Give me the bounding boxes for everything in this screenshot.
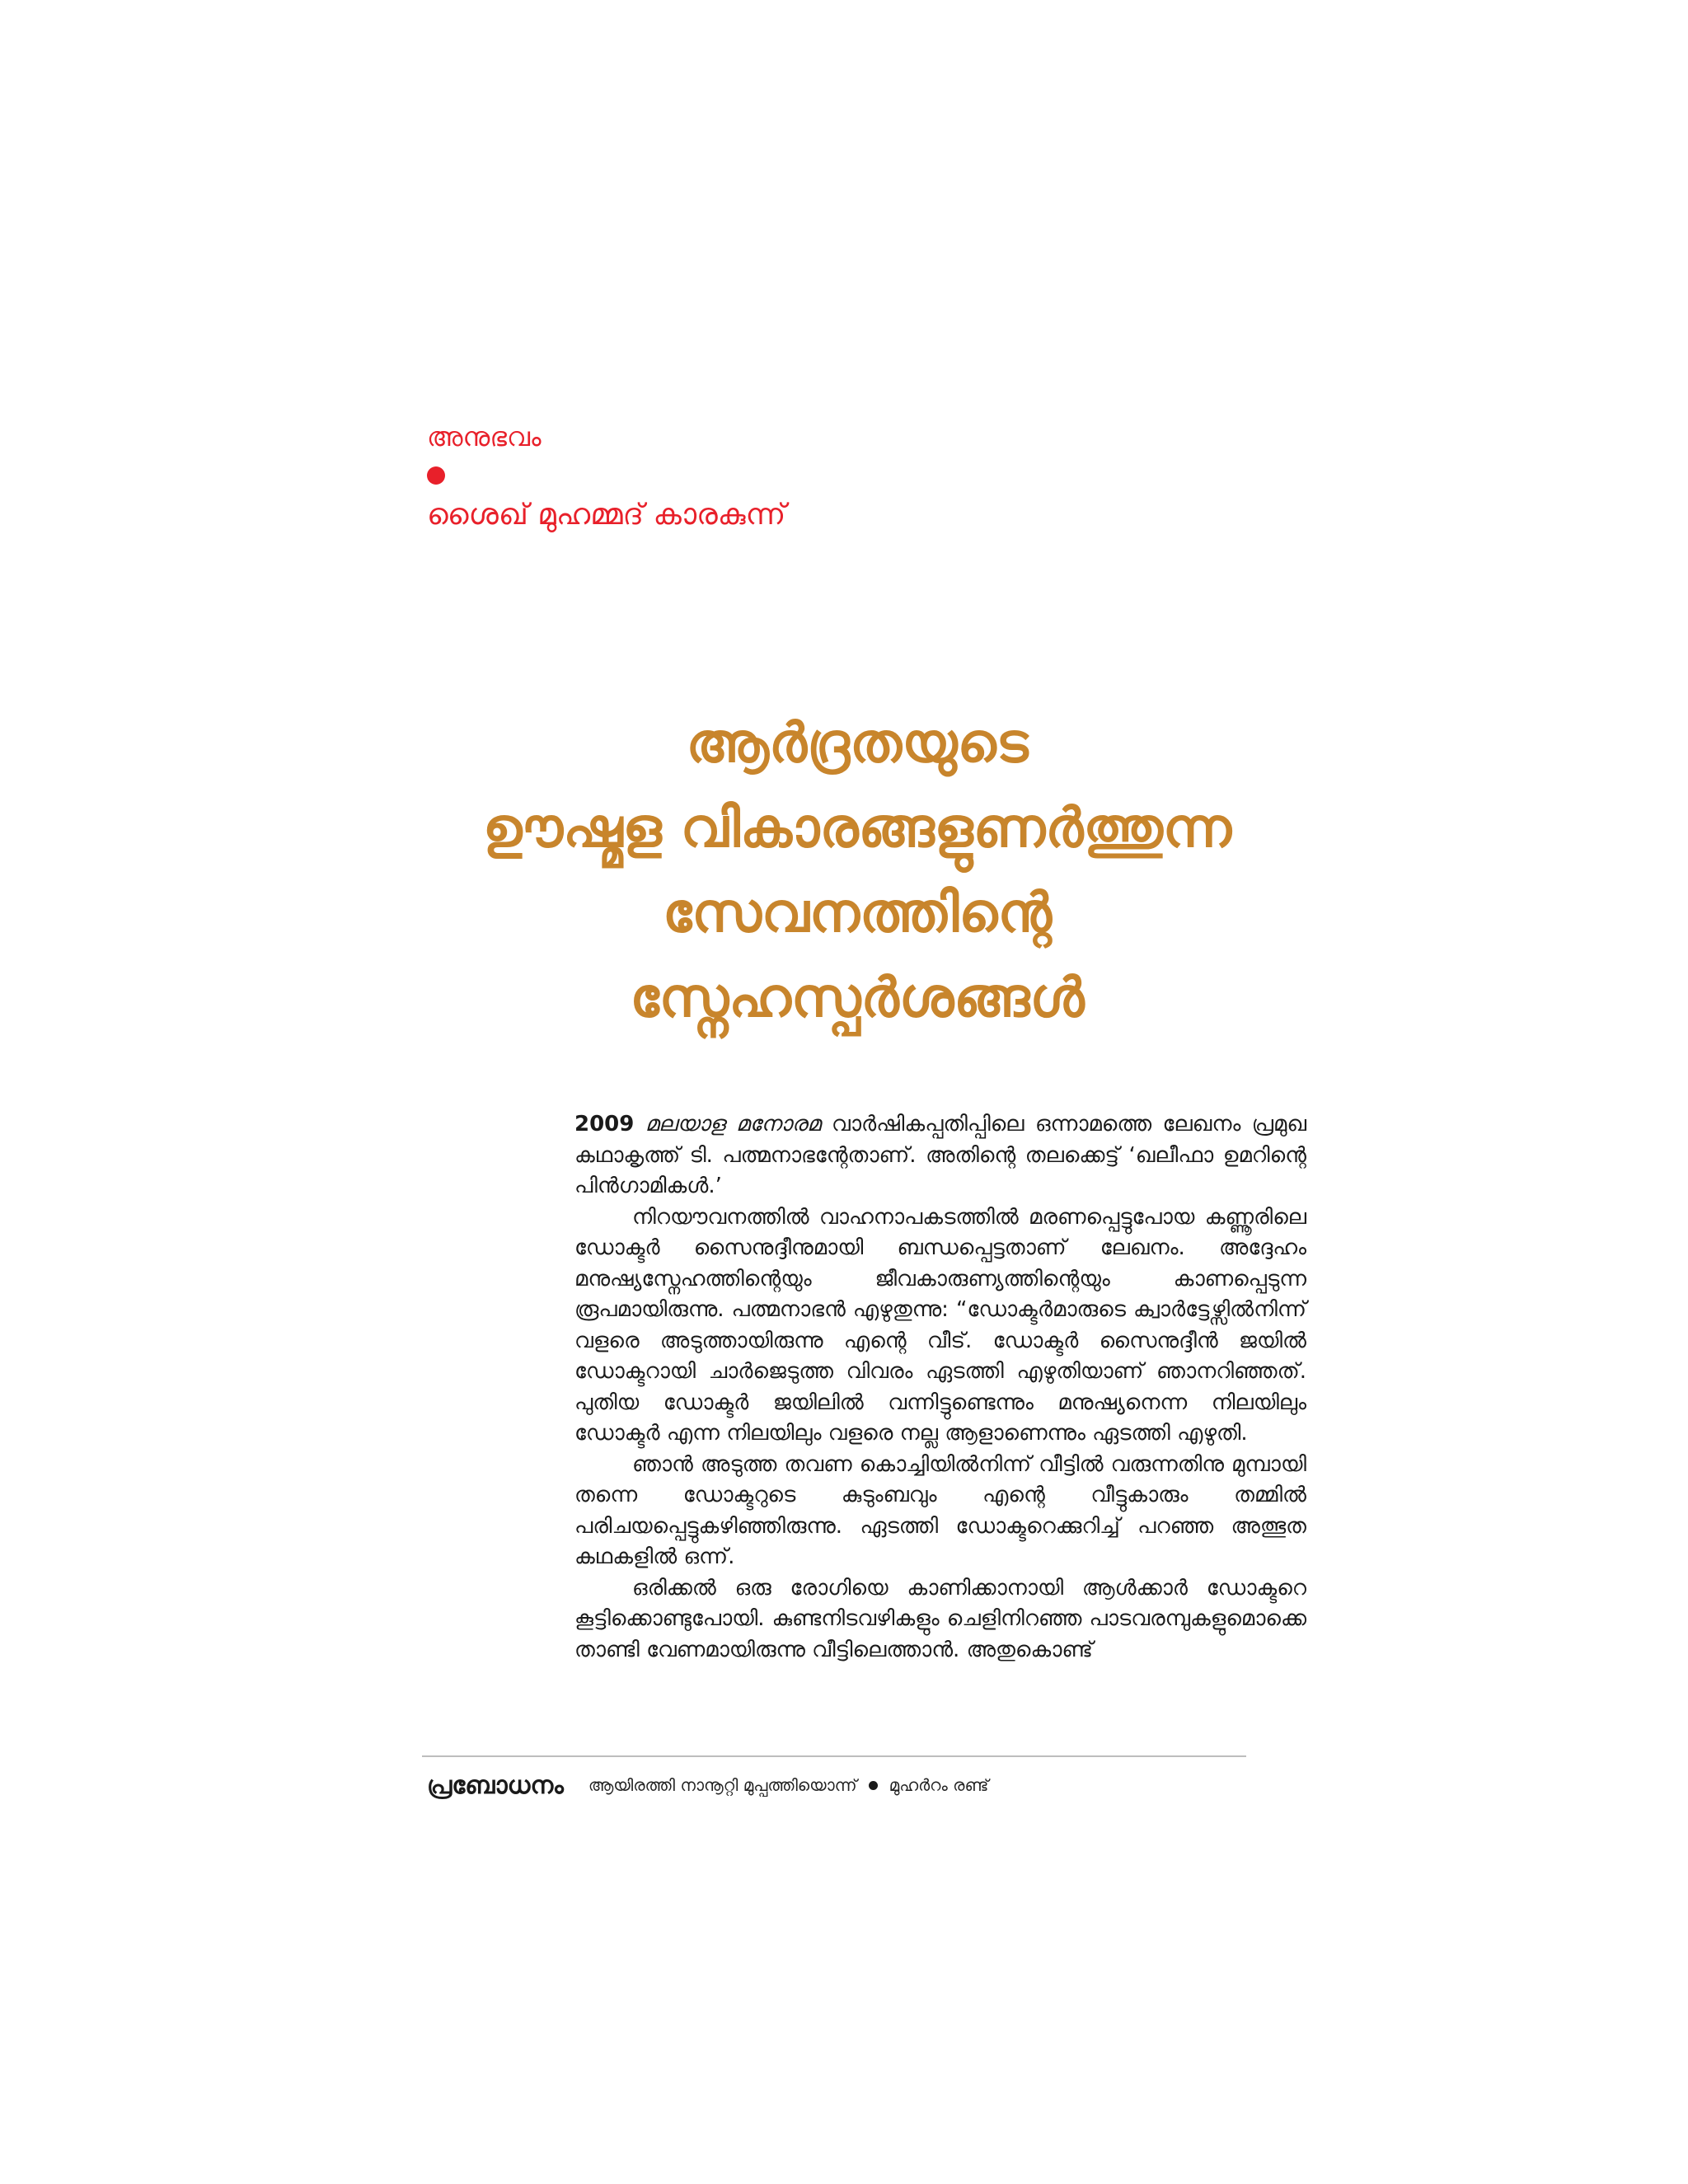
footer-divider [422, 1755, 1246, 1757]
title-line-2: ഊഷ്മള വികാരങ്ങളുണർത്തുന്ന [482, 796, 1232, 860]
footer-bullet-icon [869, 1781, 878, 1790]
author-name: ശൈഖ് മുഹമ്മദ് കാരകുന്ന് [427, 498, 786, 532]
section-label: അനുഭവം [427, 421, 542, 452]
article-body [574, 1109, 1306, 1666]
page-footer [427, 1769, 988, 1802]
lead-year: 2009 [574, 1112, 635, 1137]
paragraph-2: നിറയൗവനത്തിൽ വാഹനാപകടത്തിൽ മരണപ്പെട്ടുപോയ കണ്ണൂരിലെ ഡോക്ടർ സൈനുദ്ദീനുമായി ബന്ധപ്പെട്ടതാണ് ലേഖനം. അദ്ദേഹം മനുഷ്യസ്നേഹത്തിന്റെയും ജീവകാരുണ്യത്തിന്റെയും കാണപ്പെടുന്ന രൂപമായിരുന്നു. പത്മനാഭൻ എഴുതുന്നു: “ഡോക്ടർമാരുടെ ക്വാർട്ടേഴ്സിൽനിന്ന് വളരെ അടുത്തായിരുന്നു എന്റെ വീട്. ഡോക്ടർ സൈനുദ്ദീൻ ജയിൽ ഡോക്ടറായി ചാർജെടുത്ത വിവരം ഏടത്തി എഴുതിയാണ് ഞാനറിഞ്ഞത്. പുതിയ ഡോക്ടർ ജയിലിൽ വന്നിട്ടുണ്ടെന്നും മനുഷ്യനെന്ന നിലയിലും ഡോക്ടർ എന്ന നിലയിലും വളരെ നല്ല ആളാണെന്നും ഏടത്തി എഴുതി. [574, 1204, 1306, 1446]
publication-name: മലയാള മനോരമ [645, 1112, 821, 1137]
magazine-logo: പ്രബോധനം [427, 1770, 564, 1800]
article-title [396, 701, 1319, 1040]
footer-date: ആയിരത്തി നാനൂറ്റി മുപ്പത്തിയൊന്ന് [588, 1775, 857, 1795]
paragraph-1-text: വാർഷികപ്പതിപ്പിലെ ഒന്നാമത്തെ ലേഖനം പ്രമുഖ കഥാകൃത്ത് ടി. പത്മനാഭന്റേതാണ്. അതിന്റെ തലക്കെട്ട് ‘ഖലീഫാ ഉമറിന്റെ പിൻഗാമികൾ.’ [574, 1112, 1306, 1198]
bullet-dot-icon [427, 466, 445, 485]
paragraph-1 [574, 1109, 1306, 1202]
title-line-3: സേവനത്തിന്റെ [662, 881, 1053, 944]
paragraph-4: ഒരിക്കൽ ഒരു രോഗിയെ കാണിക്കാനായി ആൾക്കാർ ഡോക്ടറെ കൂട്ടിക്കൊണ്ടുപോയി. കുണ്ടനിടവഴികളും ചെളിനിറഞ്ഞ പാടവരമ്പുകളുമൊക്കെ താണ്ടി വേണമായിരുന്നു വീട്ടിലെത്താൻ. അതുകൊണ്ട് [574, 1575, 1306, 1662]
footer-month: മുഹർറം രണ്ട് [889, 1775, 989, 1795]
title-line-4: സ്നേഹസ്പർശങ്ങൾ [630, 966, 1085, 1029]
paragraph-3: ഞാൻ അടുത്ത തവണ കൊച്ചിയിൽനിന്ന് വീട്ടിൽ വരുന്നതിനു മുമ്പായി തന്നെ ഡോക്ടറുടെ കുടുംബവും എന്റെ വീട്ടുകാരും തമ്മിൽ പരിചയപ്പെട്ടുകഴിഞ്ഞിരുന്നു. ഏടത്തി ഡോക്ടറെക്കുറിച്ച് പറഞ്ഞ അത്ഭുത കഥകളിൽ ഒന്ന്. [574, 1451, 1306, 1569]
title-line-1: ആർദ്രതയുടെ [686, 711, 1029, 775]
